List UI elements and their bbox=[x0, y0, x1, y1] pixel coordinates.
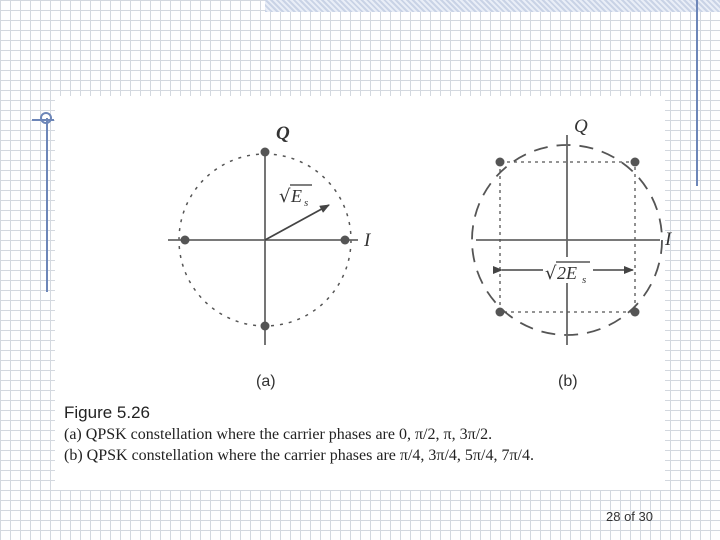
diagram-b-point-bottom-right bbox=[631, 308, 640, 317]
diagram-a-i-label: I bbox=[364, 230, 371, 251]
diagram-a-point-right bbox=[341, 236, 350, 245]
diagram-a-point-bottom bbox=[261, 322, 270, 331]
diagram-a-point-top bbox=[261, 148, 270, 157]
diagram-b-q-label: Q bbox=[574, 116, 588, 137]
diagram-b-point-top-left bbox=[496, 158, 505, 167]
diagram-a-signal-vector bbox=[265, 205, 329, 240]
diagram-a bbox=[168, 123, 372, 390]
diagram-b-point-bottom-left bbox=[496, 308, 505, 317]
diagram-b-distance-main: 2E bbox=[557, 263, 577, 283]
diagram-a-vector-main: E bbox=[291, 186, 302, 206]
diagram-a-radical: √ bbox=[279, 186, 291, 207]
caption-line-a: (a) QPSK constellation where the carrier phases are 0, π/2, π, 3π/2. bbox=[64, 426, 493, 443]
figure-number: Figure 5.26 bbox=[64, 403, 150, 422]
diagram-a-vector-label bbox=[279, 185, 312, 209]
diagram-b-distance-sub: s bbox=[582, 274, 587, 286]
caption-line-b: (b) QPSK constellation where the carrier phases are π/4, 3π/4, 5π/4, 7π/4. bbox=[64, 447, 534, 464]
page-indicator: 28 of 30 bbox=[606, 509, 653, 524]
diagram-b-i-label: I bbox=[665, 229, 672, 250]
diagram-b-panel-label: (b) bbox=[558, 373, 578, 390]
diagram-b bbox=[472, 116, 673, 390]
diagram-a-point-left bbox=[181, 236, 190, 245]
diagram-a-panel-label: (a) bbox=[256, 373, 276, 390]
diagram-a-q-label: Q bbox=[276, 123, 290, 144]
diagram-b-point-top-right bbox=[631, 158, 640, 167]
figure-caption bbox=[64, 402, 654, 466]
diagram-a-vector-sub: s bbox=[304, 197, 309, 209]
diagram-b-radical: √ bbox=[545, 263, 557, 284]
